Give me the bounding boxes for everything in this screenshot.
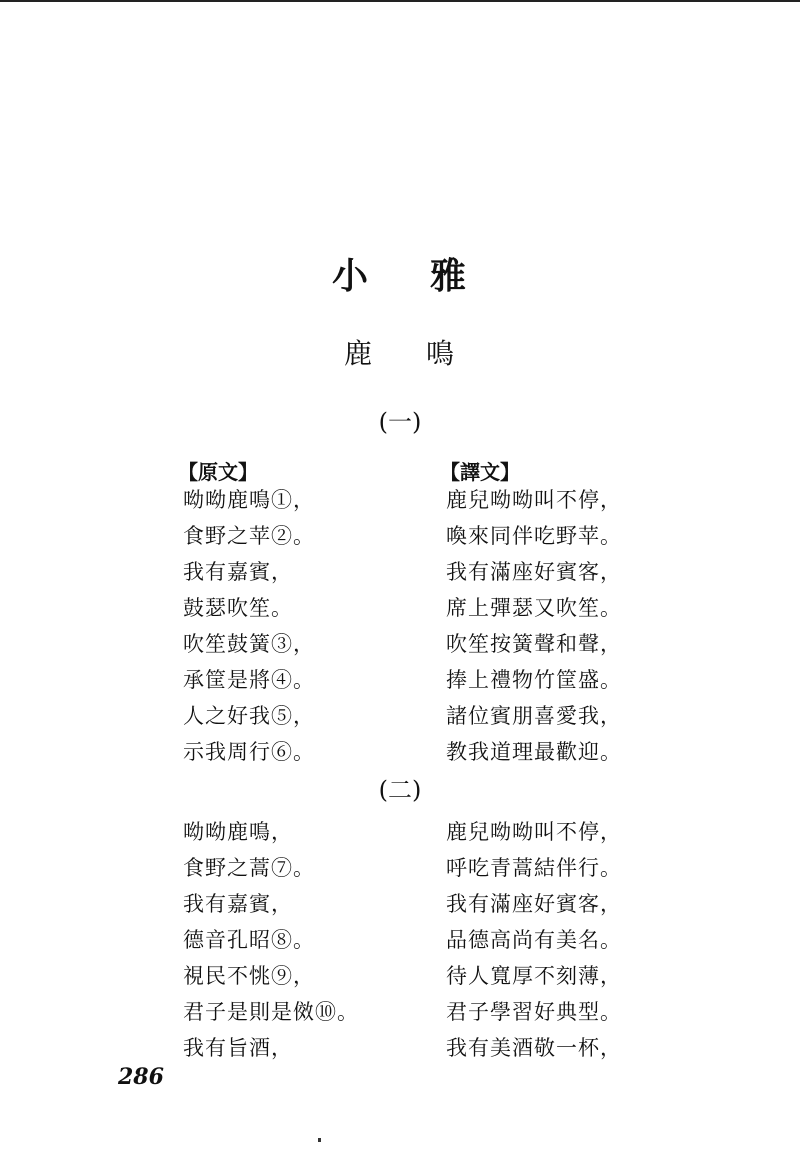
section-title-char-2: 雅 <box>430 255 469 297</box>
original-line: 我有旨酒， <box>183 1036 293 1060</box>
stanza-1-original <box>183 482 315 770</box>
stanza-1-marker: (一) <box>378 408 422 436</box>
original-line: 呦呦鹿鳴①， <box>183 488 315 512</box>
translation-line: 教我道理最歡迎。 <box>446 740 622 764</box>
original-line: 我有嘉賓， <box>183 560 293 584</box>
original-text-header: 【原文】 <box>178 460 258 484</box>
translation-line: 我有滿座好賓客， <box>446 560 622 584</box>
translation-line: 席上彈瑟又吹笙。 <box>446 596 622 620</box>
stanza-2-marker: (二) <box>378 776 422 804</box>
translation-line: 君子學習好典型。 <box>446 1000 622 1024</box>
translation-line: 我有滿座好賓客， <box>446 892 622 916</box>
translation-line: 我有美酒敬一杯， <box>446 1036 622 1060</box>
original-line: 食野之蒿⑦。 <box>183 856 315 880</box>
translation-line: 呼吃青蒿結伴行。 <box>446 856 622 880</box>
translation-line: 吹笙按簧聲和聲， <box>446 632 622 656</box>
original-line: 吹笙鼓簧③， <box>183 632 315 656</box>
translation-line: 待人寬厚不刻薄， <box>446 964 622 988</box>
translation-line: 捧上禮物竹筐盛。 <box>446 668 622 692</box>
original-line: 承筐是將④。 <box>183 668 315 692</box>
original-line: 食野之苹②。 <box>183 524 315 548</box>
top-border-rule <box>0 0 800 2</box>
translation-line: 鹿兒呦呦叫不停， <box>446 488 622 512</box>
original-line: 德音孔昭⑧。 <box>183 928 315 952</box>
poem-title-char-1: 鹿 <box>343 337 374 370</box>
page-number: 286 <box>118 1064 164 1090</box>
section-title <box>0 248 800 299</box>
original-line: 示我周行⑥。 <box>183 740 315 764</box>
original-line: 呦呦鹿鳴， <box>183 820 293 844</box>
original-line: 我有嘉賓， <box>183 892 293 916</box>
original-line: 鼓瑟吹笙。 <box>183 596 293 620</box>
translation-line: 諸位賓朋喜愛我， <box>446 704 622 728</box>
poem-title <box>0 332 800 372</box>
poem-title-char-2: 鳴 <box>426 337 457 370</box>
original-line: 君子是則是傚⑩。 <box>183 1000 359 1024</box>
translation-line: 品德高尚有美名。 <box>446 928 622 952</box>
translation-line: 鹿兒呦呦叫不停， <box>446 820 622 844</box>
stanza-1-translation <box>446 482 622 770</box>
original-line: 視民不恌⑨， <box>183 964 315 988</box>
translation-header: 【譯文】 <box>440 460 520 484</box>
stanza-2-translation <box>446 814 622 1066</box>
section-title-char-1: 小 <box>331 255 370 297</box>
stanza-2-original <box>183 814 359 1066</box>
original-line: 人之好我⑤， <box>183 704 315 728</box>
print-speck <box>318 1138 321 1142</box>
translation-line: 喚來同伴吃野苹。 <box>446 524 622 548</box>
